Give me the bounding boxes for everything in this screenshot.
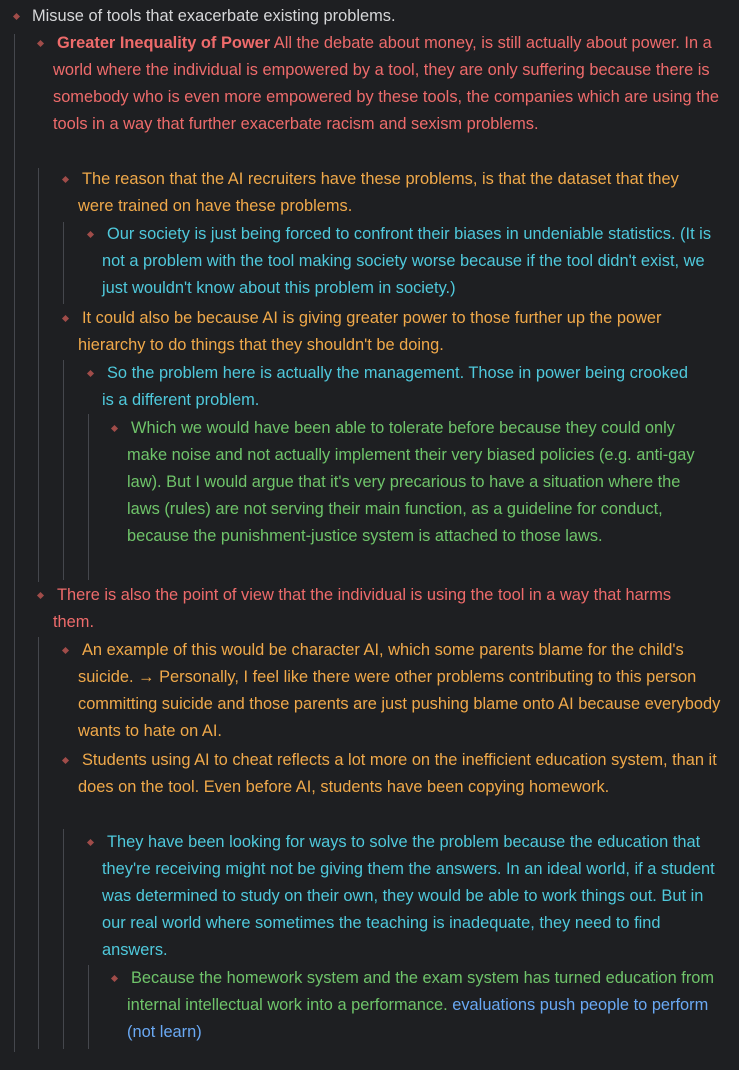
item-text: It could also be because AI is giving greater power to those further up the power hierarchy to do things that they shouldn't be doing.	[78, 309, 662, 354]
item-text	[127, 965, 727, 1046]
bullet-icon[interactable]	[37, 40, 44, 47]
indent-guide-level-2a	[38, 168, 39, 582]
bullet-icon[interactable]	[87, 231, 94, 238]
indent-guide-level-3c	[63, 829, 64, 1049]
item-text: There is also the point of view that the individual is using the tool in a way that harms them.	[53, 586, 672, 631]
bullet-icon[interactable]	[87, 839, 94, 846]
item-body: All the debate about money, is still actually about power. In a world where the individual is empowered by a tool, they are only suffering because there is somebody who is even more empowered by these tools, the companies which are using the tools in a way that further exacerbate racism and sexism problems.	[53, 34, 720, 133]
indent-guide-level-2b	[38, 637, 39, 1049]
item-text: They have been looking for ways to solve the problem because the education that they're receiving might not be giving them the answers. In an ideal world, if a student was determined to study on their own, they would be able to work things out. But in our real world where sometimes the teaching is inadequate, they need to find answers.	[102, 833, 715, 959]
item-text: Misuse of tools that exacerbate existing problems.	[32, 7, 396, 25]
bullet-icon[interactable]	[111, 425, 118, 432]
indent-guide-level-3a	[63, 222, 64, 304]
bullet-icon[interactable]	[111, 975, 118, 982]
bullet-icon[interactable]	[87, 370, 94, 377]
indent-guide-level-4a	[88, 414, 89, 580]
item-text: Our society is just being forced to confront their biases in undeniable statistics. (It is not a problem with the tool making society worse because if the tool didn't exist, we just wouldn't know about this problem in society.)	[102, 225, 712, 297]
item-text: So the problem here is actually the management. Those in power being crooked is a different problem.	[102, 364, 688, 409]
bullet-icon[interactable]	[62, 757, 69, 764]
item-text	[53, 30, 733, 138]
indent-guide-level-3b	[63, 360, 64, 580]
item-text: The reason that the AI recruiters have these problems, is that the dataset that they were trained on have these problems.	[78, 170, 679, 215]
item-text: Which we would have been able to tolerate before because they could only make noise and not actually implement their very biased policies (e.g. anti-gay law). But I would argue that it's very precarious to have a situation where the laws (rules) are not serving their main function, as a guideline for conduct, because the punishment-justice system is attached to those laws.	[127, 419, 695, 545]
item-text: Students using AI to cheat reflects a lot more on the inefficient education system, than it does on the tool. Even before AI, students have been copying homework.	[78, 751, 717, 796]
bullet-icon[interactable]	[13, 13, 20, 20]
bullet-icon[interactable]	[62, 176, 69, 183]
item-heading: Greater Inequality of Power	[57, 34, 271, 52]
item-body: Because the homework system and the exam system has turned education from internal intellectual work into a performance.	[127, 969, 715, 1014]
indent-guide-level-1	[14, 34, 15, 1052]
bullet-icon[interactable]	[62, 315, 69, 322]
indent-guide-level-4b	[88, 965, 89, 1049]
item-text: An example of this would be character AI, which some parents blame for the child's suicide. → Personally, I feel like there were other problems contributing to this person committing suicide and those parents are just pushing blame onto AI because everybody wants to hate on AI.	[78, 641, 721, 740]
item-link[interactable]: evaluations push people to perform (not learn)	[127, 996, 709, 1041]
bullet-icon[interactable]	[37, 592, 44, 599]
bullet-icon[interactable]	[62, 647, 69, 654]
